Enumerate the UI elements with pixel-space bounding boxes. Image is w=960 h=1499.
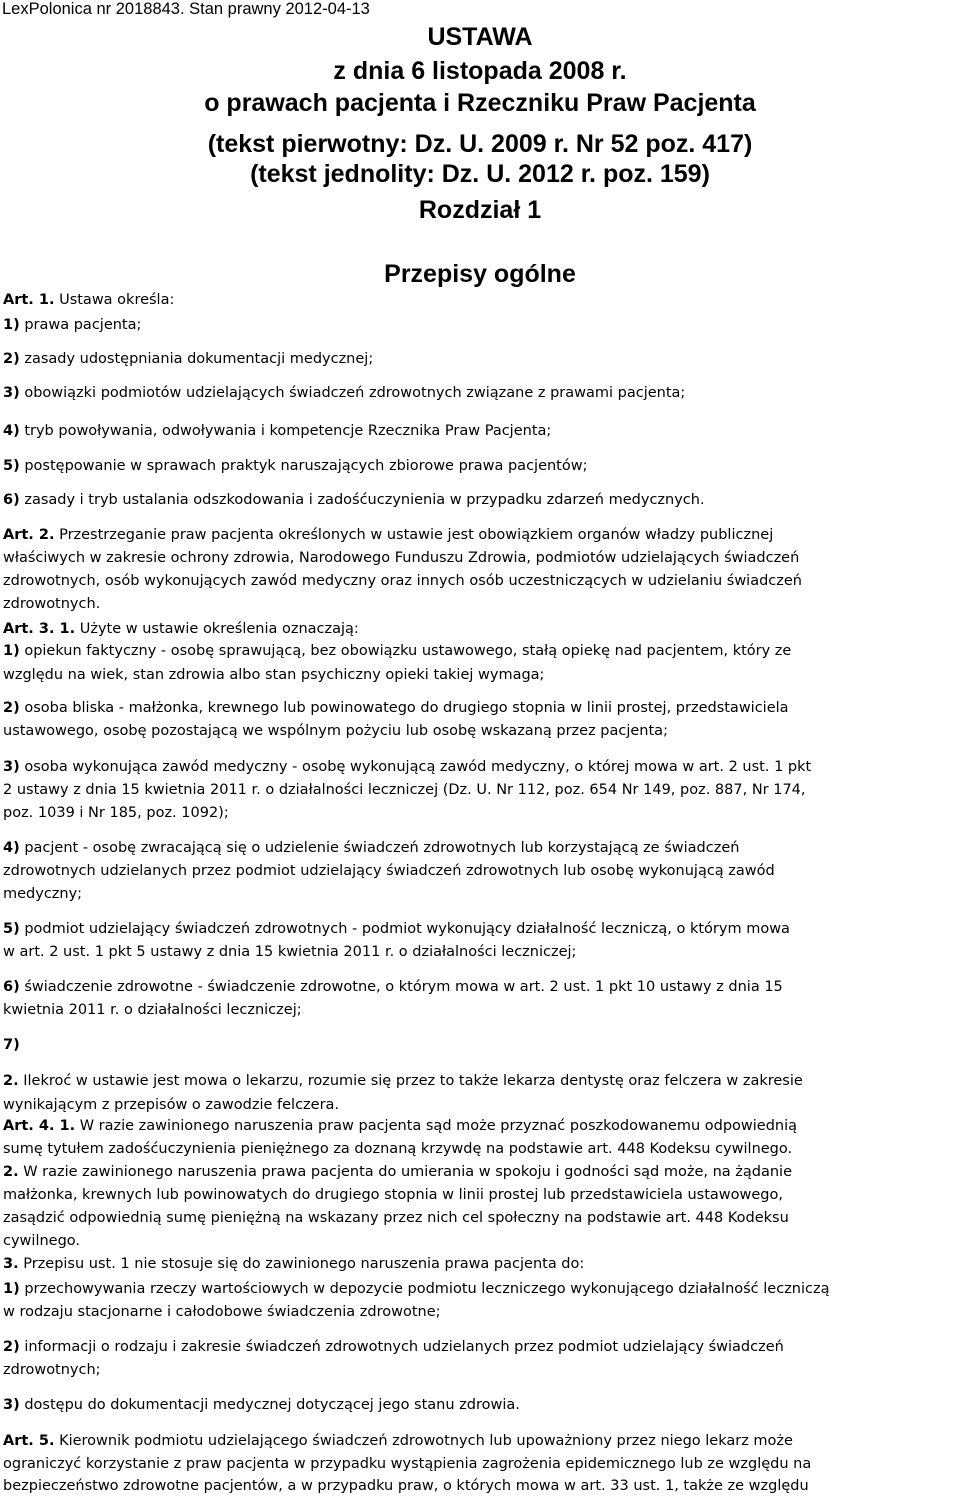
provision-text: zdrowotnych.: [3, 596, 101, 612]
provision-label: 3): [3, 759, 20, 775]
provision-label: 6): [3, 979, 20, 995]
provision-text: kwietnia 2011 r. o działalności leczniczej;: [3, 1002, 302, 1018]
text-line: [3, 1117, 797, 1135]
provision-text: małżonka, krewnych lub powinowatych do drugiego stopnia w linii prostej lub przedstawiciela ustawowego,: [3, 1187, 783, 1203]
text-line: [3, 666, 544, 684]
provision-text: zdrowotnych udzielanych przez podmiot udzielający świadczeń zdrowotnych lub osobę wykonującą zawód: [3, 863, 775, 879]
provision-text: Przestrzeganie praw pacjenta określonych w ustawie jest obowiązkiem organów władzy publicznej: [54, 527, 774, 543]
text-line: [3, 1140, 792, 1158]
text-line: [3, 1361, 101, 1379]
text-line: [3, 620, 359, 638]
text-line: [3, 978, 783, 996]
text-line: [3, 1072, 803, 1090]
provision-text: osoba bliska - małżonka, krewnego lub powinowatego do drugiego stopnia w linii prostej, przedstawiciela: [19, 700, 789, 716]
provision-text: informacji o rodzaju i zakresie świadczeń zdrowotnych udzielanych przez podmiot udzielający świadczeń: [19, 1339, 784, 1355]
provision-label: 2.: [3, 1164, 19, 1180]
provision-text: postępowanie w sprawach praktyk naruszających zbiorowe prawa pacjentów;: [19, 458, 588, 474]
provision-text: świadczenie zdrowotne - świadczenie zdrowotne, o którym mowa w art. 2 ust. 1 pkt 10 ustawy z dnia 15: [19, 979, 783, 995]
text-line: [3, 885, 82, 903]
provision-label: 2): [3, 700, 20, 716]
text-line: [3, 572, 802, 590]
provision-label: 3.: [3, 1256, 19, 1272]
provision-text: Przepisu ust. 1 nie stosuje się do zawinionego naruszenia prawa pacjenta do:: [18, 1256, 585, 1272]
provision-text: w art. 2 ust. 1 pkt 5 ustawy z dnia 15 kwietnia 2011 r. o działalności leczniczej;: [3, 944, 577, 960]
provision-text: wynikającym z przepisów o zawodzie felczera.: [3, 1097, 340, 1113]
provision-text: bezpieczeństwo zdrowotne pacjentów, a w przypadku praw, o których mowa w art. 33 ust. 1, także ze względu: [3, 1478, 809, 1494]
text-line: [3, 1396, 520, 1414]
provision-text: pacjent - osobę zwracającą się o udzielenie świadczeń zdrowotnych lub korzystającą ze świadczeń: [19, 840, 740, 856]
provision-text: w rodzaju stacjonarne i całodobowe świadczenia zdrowotne;: [3, 1304, 441, 1320]
chapter-number: Rozdział 1: [418, 196, 542, 224]
provision-text: właściwych w zakresie ochrony zdrowia, Narodowego Funduszu Zdrowia, podmiotów udzielających świadczeń: [3, 550, 800, 566]
provision-text: Użyte w ustawie określenia oznaczają:: [75, 621, 359, 637]
text-line: [3, 350, 373, 368]
provision-label: Art. 3. 1.: [3, 621, 76, 637]
text-line: [3, 943, 576, 961]
provision-text: poz. 1039 i Nr 185, poz. 1092);: [3, 805, 229, 821]
provision-label: 2.: [3, 1073, 19, 1089]
provision-label: 5): [3, 921, 20, 937]
provision-label: 6): [3, 492, 20, 508]
document-header: LexPolonica nr 2018843. Stan prawny 2012-04-13: [2, 0, 370, 18]
text-line: [3, 291, 174, 309]
provision-text: opiekun faktyczny - osobę sprawującą, bez obowiązku ustawowego, stałą opiekę nad pacjentem, który ze: [19, 643, 792, 659]
text-line: [3, 1096, 339, 1114]
text-line: [3, 1280, 830, 1298]
text-line: [3, 1303, 441, 1321]
text-line: [3, 920, 790, 938]
act-date: z dnia 6 listopada 2008 r.: [333, 57, 627, 85]
provision-label: Art. 1.: [3, 292, 55, 308]
provision-label: Art. 4. 1.: [3, 1118, 76, 1134]
text-line: [3, 1477, 809, 1495]
provision-label: 4): [3, 840, 20, 856]
text-line: [3, 804, 229, 822]
provision-label: Art. 2.: [3, 527, 55, 543]
provision-label: 7): [3, 1037, 20, 1053]
provision-text: osoba wykonująca zawód medyczny - osobę wykonującą zawód medyczny, o której mowa w art. 2 ust. 1 pkt: [19, 759, 812, 775]
provision-label: 1): [3, 317, 20, 333]
provision-text: ustawowego, osobę pozostającą we wspólnym pożyciu lub osobę wskazaną przez pacjenta;: [3, 723, 668, 739]
text-line: [3, 549, 799, 567]
original-text-reference: (tekst pierwotny: Dz. U. 2009 r. Nr 52 poz. 417): [207, 130, 753, 158]
provision-text: podmiot udzielający świadczeń zdrowotnych - podmiot wykonujący działalność leczniczą, o którym mowa: [19, 921, 790, 937]
provision-text: Kierownik podmiotu udzielającego świadczeń zdrowotnych lub upoważniony przez niego lekarz może: [54, 1433, 793, 1449]
text-line: [3, 722, 668, 740]
text-line: [3, 1163, 792, 1181]
text-line: [3, 595, 100, 613]
text-line: [3, 526, 773, 544]
provision-label: 4): [3, 423, 20, 439]
provision-text: zdrowotnych;: [3, 1362, 101, 1378]
provision-text: zasądzić odpowiednią sumę pieniężną na wskazany przez nich cel społeczny na podstawie art. 448 Kodeksu: [3, 1210, 789, 1226]
text-line: [3, 839, 739, 857]
provision-label: 1): [3, 643, 20, 659]
provision-text: względu na wiek, stan zdrowia albo stan psychiczny opieki takiej wymaga;: [3, 667, 545, 683]
text-line: [3, 642, 791, 660]
provision-label: 3): [3, 385, 20, 401]
provision-text: obowiązki podmiotów udzielających świadczeń zdrowotnych związane z prawami pacjenta;: [19, 385, 686, 401]
text-line: [3, 1001, 302, 1019]
act-name: o prawach pacjenta i Rzeczniku Praw Pacjenta: [204, 89, 756, 117]
provision-text: ograniczyć korzystanie z praw pacjenta w przypadku wystąpienia zagrożenia epidemicznego lub ze względu na: [3, 1456, 812, 1472]
text-line: [3, 1455, 811, 1473]
text-line: [3, 1232, 80, 1250]
provision-label: 5): [3, 458, 20, 474]
text-line: [3, 384, 685, 402]
provision-text: sumę tytułem zadośćuczynienia pieniężnego za doznaną krzywdę na podstawie art. 448 Kodeksu cywilnego.: [3, 1141, 793, 1157]
text-line: [3, 491, 705, 509]
text-line: [3, 1036, 20, 1054]
provision-text: przechowywania rzeczy wartościowych w depozycie podmiotu leczniczego wykonującego działalność leczniczą: [19, 1281, 830, 1297]
text-line: [3, 316, 141, 334]
text-line: [3, 457, 587, 475]
text-line: [3, 1255, 584, 1273]
provision-label: 2): [3, 1339, 20, 1355]
text-line: [3, 1186, 783, 1204]
text-line: [3, 781, 806, 799]
text-line: [3, 699, 789, 717]
provision-text: medyczny;: [3, 886, 83, 902]
provision-label: 3): [3, 1397, 20, 1413]
chapter-title: Przepisy ogólne: [384, 260, 576, 288]
text-line: [3, 1209, 789, 1227]
text-line: [3, 862, 775, 880]
provision-text: zasady udostępniania dokumentacji medycznej;: [19, 351, 374, 367]
provision-text: dostępu do dokumentacji medycznej dotyczącej jego stanu zdrowia.: [19, 1397, 520, 1413]
provision-text: Ilekroć w ustawie jest mowa o lekarzu, rozumie się przez to także lekarza dentystę oraz felczera w zakresie: [18, 1073, 803, 1089]
provision-text: Ustawa określa:: [54, 292, 175, 308]
text-line: [3, 1338, 784, 1356]
provision-text: zasady i tryb ustalania odszkodowania i zadośćuczynienia w przypadku zdarzeń medycznych.: [19, 492, 705, 508]
provision-label: 2): [3, 351, 20, 367]
act-type: USTAWA: [427, 23, 533, 51]
consolidated-text-reference: (tekst jednolity: Dz. U. 2012 r. poz. 159): [250, 160, 710, 188]
provision-text: W razie zawinionego naruszenia praw pacjenta sąd może przyznać poszkodowanemu odpowiednią: [75, 1118, 798, 1134]
text-line: [3, 1432, 793, 1450]
provision-text: 2 ustawy z dnia 15 kwietnia 2011 r. o działalności leczniczej (Dz. U. Nr 112, poz. 654 Nr 149, poz. 887, Nr 174,: [3, 782, 806, 798]
provision-text: tryb powoływania, odwoływania i kompetencje Rzecznika Praw Pacjenta;: [19, 423, 552, 439]
provision-text: prawa pacjenta;: [19, 317, 142, 333]
provision-text: zdrowotnych, osób wykonujących zawód medyczny oraz innych osób uczestniczących w udzielaniu świadczeń: [3, 573, 802, 589]
text-line: [3, 422, 551, 440]
text-line: [3, 758, 811, 776]
provision-text: W razie zawinionego naruszenia prawa pacjenta do umierania w spokoju i godności sąd może, na żądanie: [18, 1164, 793, 1180]
provision-label: Art. 5.: [3, 1433, 55, 1449]
provision-text: cywilnego.: [3, 1233, 81, 1249]
provision-label: 1): [3, 1281, 20, 1297]
